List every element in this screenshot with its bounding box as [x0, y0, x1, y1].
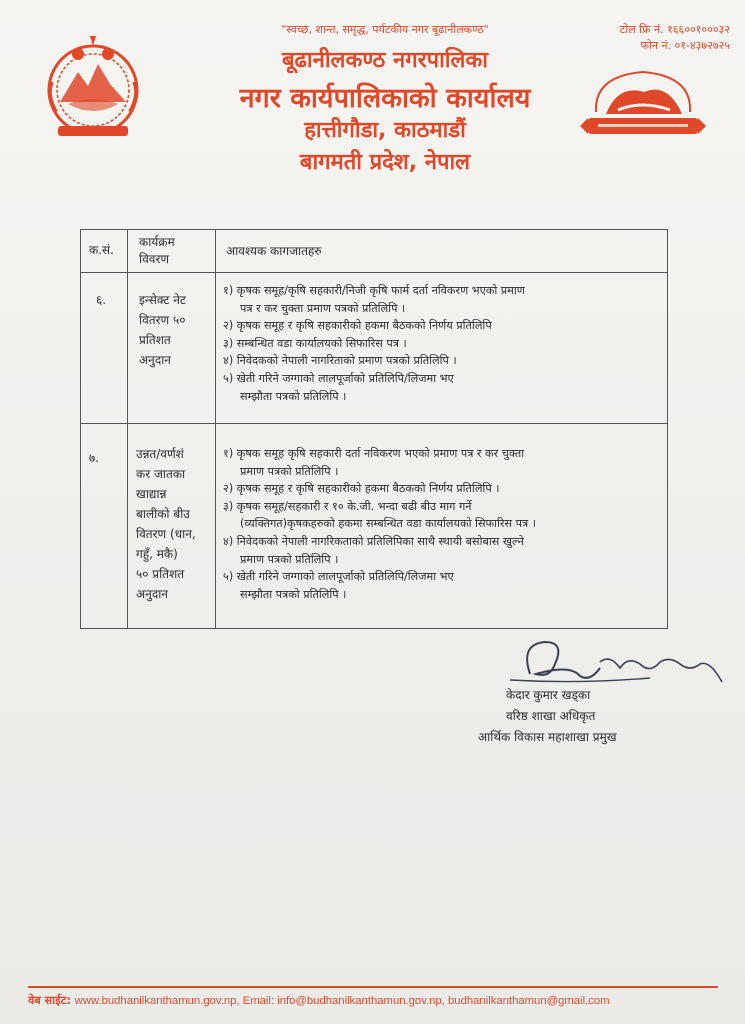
- list-item: ३) सम्बन्धित वडा कार्यालयको सिफारिस पत्र ।: [223, 336, 407, 350]
- header-serial-no: क.सं.: [89, 243, 114, 257]
- footer-contact: [28, 993, 728, 1008]
- phone-number: फोन नं. ०१-४३७२७२५: [640, 39, 730, 52]
- municipality-logo-icon: [578, 62, 708, 152]
- row-7-program: उन्नत/वर्णशं कर जातका खाद्यान्न बालीको बीउ वितरण (धान, गहुँ, मकै) ५० प्रतिशत अनुदान: [136, 447, 196, 601]
- municipality-name: बूढानीलकण्ठ नगरपालिका: [281, 48, 488, 73]
- row-6-serial: ६.: [96, 293, 107, 307]
- row-6-documents: [223, 282, 525, 405]
- signatory-department: आर्थिक विकास महाशाखा प्रमुख: [478, 730, 617, 744]
- toll-free-number: टोल फ्रि नं. १६६००१०००३२: [619, 23, 730, 36]
- requirements-table: [80, 229, 668, 629]
- office-name: नगर कार्यपालिकाको कार्यालय: [239, 83, 531, 114]
- list-item: सम्झौता पत्रको प्रतिलिपि ।: [240, 587, 347, 601]
- list-item: प्रमाण पत्रको प्रतिलिपि ।: [240, 552, 339, 566]
- list-item: १) कृषक समूह कृषि सहकारी दर्ता नविकरण भएको प्रमाण पत्र र कर चुक्ता: [223, 447, 525, 460]
- list-item: सम्झौता पत्रको प्रतिलिपि ।: [240, 389, 347, 403]
- footer-label: वेब साईट:: [28, 994, 71, 1007]
- list-item: १) कृषक समूह/कृषि सहकारी/निजी कृषि फार्म दर्ता नविकरण भएको प्रमाण: [223, 284, 525, 297]
- list-item: २) कृषक समूह र कृषि सहकारीको हकमा बैठकको निर्णय प्रतिलिपि ।: [223, 482, 500, 496]
- row-7-documents: [223, 445, 536, 603]
- list-item: ५) खेती गरिने जग्गाको लालपूर्जाको प्रतिलिपि/लिजमा भए: [223, 570, 454, 584]
- signatory-name: केदार कुमार खड्का: [506, 688, 591, 702]
- footer-links: www.budhanilkanthamun.gov.np, Email: info@budhanilkanthamun.gov.np, budhanilkanthamun@gmail.com: [74, 995, 610, 1007]
- list-item: पत्र र कर चुक्ता प्रमाण पत्रको प्रतिलिपि ।: [240, 301, 406, 315]
- list-item: ३) कृषक समूह/सहकारी र १० के.जी. भन्दा बढी बीउ माग गर्ने: [223, 499, 472, 513]
- signatory-designation: वरिष्ठ शाखा अधिकृत: [506, 709, 596, 723]
- row-7-serial: ७.: [89, 451, 100, 465]
- nepal-emblem-icon: [38, 32, 148, 144]
- footer-divider: [28, 986, 718, 988]
- header-required-documents: आवश्यक कागजातहरु: [226, 244, 322, 258]
- list-item: (व्यक्तिगत)कृषकहरुको हकमा सम्बन्धित वडा कार्यालयको सिफारिस पत्र ।: [240, 517, 536, 531]
- list-item: ४) निवेदकको नेपाली नागरिकताको प्रतिलिपिका साथै स्थायी बसोबास खुल्ने: [223, 534, 524, 548]
- list-item: २) कृषक समूह र कृषि सहकारीको हकमा बैठकको निर्णय प्रतिलिपि: [223, 319, 492, 333]
- list-item: ४) निवेदकको नेपाली नागरिताको प्रमाण पत्रको प्रतिलिपि ।: [223, 354, 457, 368]
- address-line-2: बागमती प्रदेश, नेपाल: [299, 150, 471, 175]
- list-item: प्रमाण पत्रको प्रतिलिपि ।: [240, 464, 339, 478]
- list-item: ५) खेती गरिने जग्गाको लालपूर्जाको प्रतिलिपि/लिजमा भए: [223, 371, 454, 385]
- header-program-line1: कार्यक्रम: [139, 235, 175, 249]
- letterhead: [0, 0, 745, 200]
- municipal-motto: "स्वच्छ, शान्त, समृद्ध, पर्यटकीय नगर बूढानीलकण्ठ": [281, 23, 489, 36]
- row-6-program: इन्सेक्ट नेट वितरण ५० प्रतिशत अनुदान: [139, 293, 186, 367]
- header-program-line2: विवरण: [139, 252, 170, 266]
- address-line-1: हात्तीगौडा, काठमाडौं: [304, 118, 466, 143]
